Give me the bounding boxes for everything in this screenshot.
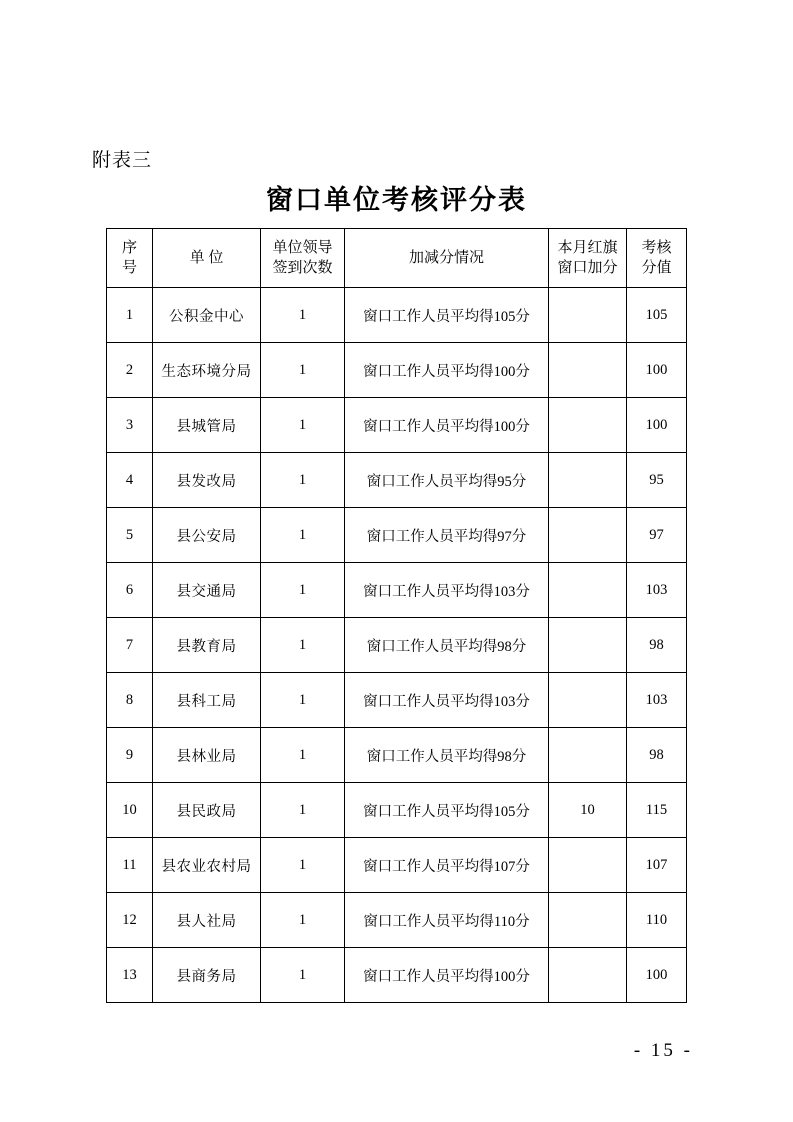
cell-desc: 窗口工作人员平均得98分 xyxy=(345,728,549,783)
cell-score: 98 xyxy=(627,618,687,673)
page-title: 窗口单位考核评分表 xyxy=(266,185,527,215)
cell-flag xyxy=(549,618,627,673)
cell-desc: 窗口工作人员平均得97分 xyxy=(345,508,549,563)
cell-no: 9 xyxy=(107,728,153,783)
header-signin-line1: 单位领导 xyxy=(272,239,333,256)
table-row xyxy=(107,453,687,508)
table-row xyxy=(107,783,687,838)
cell-unit: 县教育局 xyxy=(153,618,261,673)
table-row xyxy=(107,508,687,563)
cell-score: 105 xyxy=(627,288,687,343)
header-no-line1: 序 xyxy=(121,239,137,256)
cell-score: 100 xyxy=(627,343,687,398)
cell-no: 5 xyxy=(107,508,153,563)
cell-sign: 1 xyxy=(261,893,345,948)
cell-desc: 窗口工作人员平均得103分 xyxy=(345,673,549,728)
header-unit-line1: 单 位 xyxy=(189,249,224,266)
cell-sign: 1 xyxy=(261,728,345,783)
cell-flag: 10 xyxy=(549,783,627,838)
cell-unit: 县农业农村局 xyxy=(153,838,261,893)
cell-unit: 县科工局 xyxy=(153,673,261,728)
cell-score: 103 xyxy=(627,673,687,728)
cell-sign: 1 xyxy=(261,563,345,618)
header-cell-unit xyxy=(153,229,261,288)
cell-score: 103 xyxy=(627,563,687,618)
cell-desc: 窗口工作人员平均得103分 xyxy=(345,563,549,618)
attachment-label: 附表三 xyxy=(92,150,153,171)
cell-flag xyxy=(549,838,627,893)
cell-score: 115 xyxy=(627,783,687,838)
cell-flag xyxy=(549,398,627,453)
cell-no: 6 xyxy=(107,563,153,618)
cell-flag xyxy=(549,288,627,343)
page-number: - 15 - xyxy=(633,1040,693,1061)
cell-sign: 1 xyxy=(261,398,345,453)
cell-no: 3 xyxy=(107,398,153,453)
header-cell-score xyxy=(627,229,687,288)
cell-unit: 县公安局 xyxy=(153,508,261,563)
header-score-line1: 考核 xyxy=(641,239,672,256)
cell-no: 11 xyxy=(107,838,153,893)
cell-unit: 县商务局 xyxy=(153,948,261,1003)
table-row xyxy=(107,398,687,453)
cell-flag xyxy=(549,453,627,508)
table-row xyxy=(107,563,687,618)
table-row xyxy=(107,673,687,728)
table-row xyxy=(107,728,687,783)
cell-unit: 县交通局 xyxy=(153,563,261,618)
score-table xyxy=(106,228,687,1003)
cell-score: 98 xyxy=(627,728,687,783)
cell-unit: 县人社局 xyxy=(153,893,261,948)
header-adjustment-line1: 加减分情况 xyxy=(408,249,484,266)
cell-sign: 1 xyxy=(261,508,345,563)
cell-desc: 窗口工作人员平均得98分 xyxy=(345,618,549,673)
header-redflag-line1: 本月红旗 xyxy=(557,239,618,256)
header-score-line2: 分值 xyxy=(641,260,672,276)
cell-no: 2 xyxy=(107,343,153,398)
header-no-line2: 号 xyxy=(121,260,137,276)
cell-no: 10 xyxy=(107,783,153,838)
cell-score: 110 xyxy=(627,893,687,948)
table-row xyxy=(107,893,687,948)
header-cell-redflag xyxy=(549,229,627,288)
cell-sign: 1 xyxy=(261,673,345,728)
table-header-row xyxy=(107,229,687,288)
cell-desc: 窗口工作人员平均得95分 xyxy=(345,453,549,508)
table-row xyxy=(107,288,687,343)
cell-sign: 1 xyxy=(261,453,345,508)
cell-desc: 窗口工作人员平均得107分 xyxy=(345,838,549,893)
table-row xyxy=(107,948,687,1003)
table-row xyxy=(107,618,687,673)
cell-desc: 窗口工作人员平均得110分 xyxy=(345,893,549,948)
cell-score: 100 xyxy=(627,398,687,453)
cell-no: 4 xyxy=(107,453,153,508)
cell-score: 95 xyxy=(627,453,687,508)
table-body xyxy=(107,288,687,1003)
cell-sign: 1 xyxy=(261,948,345,1003)
cell-no: 12 xyxy=(107,893,153,948)
cell-no: 7 xyxy=(107,618,153,673)
cell-unit: 县林业局 xyxy=(153,728,261,783)
header-redflag-line2: 窗口加分 xyxy=(557,260,618,276)
cell-flag xyxy=(549,948,627,1003)
cell-score: 107 xyxy=(627,838,687,893)
cell-no: 8 xyxy=(107,673,153,728)
cell-unit: 县城管局 xyxy=(153,398,261,453)
header-signin-line2: 签到次数 xyxy=(272,260,333,276)
cell-sign: 1 xyxy=(261,343,345,398)
cell-no: 1 xyxy=(107,288,153,343)
table-row xyxy=(107,343,687,398)
cell-flag xyxy=(549,893,627,948)
cell-desc: 窗口工作人员平均得100分 xyxy=(345,343,549,398)
cell-desc: 窗口工作人员平均得100分 xyxy=(345,398,549,453)
cell-unit: 公积金中心 xyxy=(153,288,261,343)
cell-desc: 窗口工作人员平均得100分 xyxy=(345,948,549,1003)
cell-unit: 县民政局 xyxy=(153,783,261,838)
cell-flag xyxy=(549,508,627,563)
cell-unit: 县发改局 xyxy=(153,453,261,508)
table-header xyxy=(107,229,687,288)
cell-score: 100 xyxy=(627,948,687,1003)
cell-desc: 窗口工作人员平均得105分 xyxy=(345,288,549,343)
cell-sign: 1 xyxy=(261,618,345,673)
cell-flag xyxy=(549,673,627,728)
cell-no: 13 xyxy=(107,948,153,1003)
header-cell-adjustment xyxy=(345,229,549,288)
cell-sign: 1 xyxy=(261,783,345,838)
cell-desc: 窗口工作人员平均得105分 xyxy=(345,783,549,838)
cell-unit: 生态环境分局 xyxy=(153,343,261,398)
header-cell-signin xyxy=(261,229,345,288)
cell-flag xyxy=(549,563,627,618)
cell-score: 97 xyxy=(627,508,687,563)
cell-sign: 1 xyxy=(261,838,345,893)
cell-flag xyxy=(549,343,627,398)
table-row xyxy=(107,838,687,893)
cell-sign: 1 xyxy=(261,288,345,343)
header-cell-no xyxy=(107,229,153,288)
cell-flag xyxy=(549,728,627,783)
